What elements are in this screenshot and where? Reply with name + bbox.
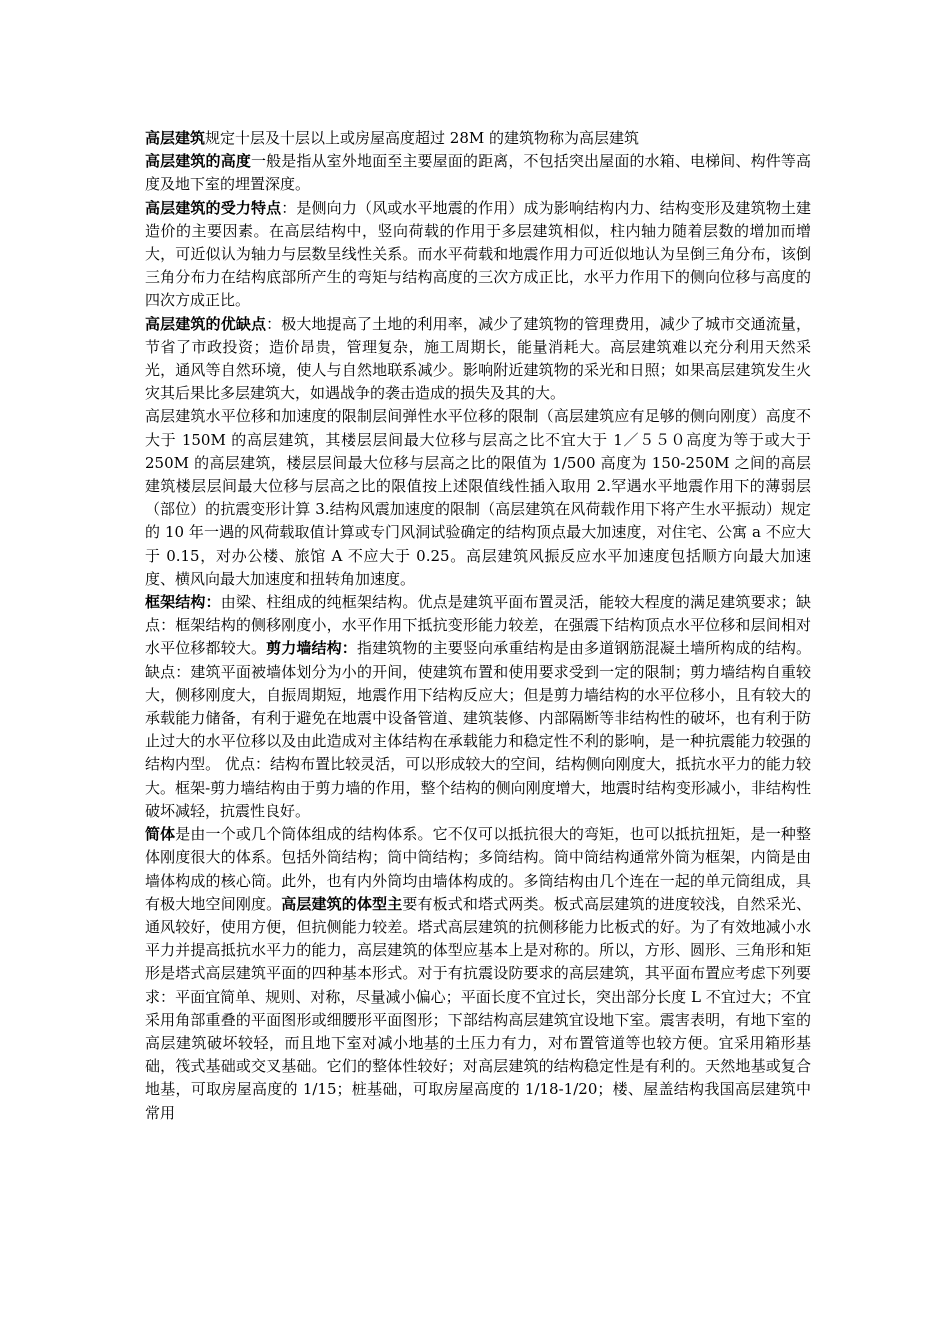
paragraph — [145, 127, 811, 150]
body-text: 是由一个或几个筒体组成的结构体系。它不仅可以抵抗很大的弯矩，也可以抵抗扭矩，是一种整体刚度很大的体系。包括外筒结构；筒中筒结构；多筒结构。筒中筒结构通常外筒为框架，内筒是由墙体构成的核心筒。此外，也有内外筒均由墙体构成的。多筒结构由几个连在一起的单元筒组成，具有极大地空间刚度。 — [145, 825, 811, 913]
paragraph — [145, 197, 811, 313]
term-heading: 剪力墙结构： — [266, 639, 357, 658]
document-body — [145, 127, 811, 1125]
paragraph — [145, 591, 811, 823]
term-heading: 框架结构： — [145, 593, 221, 612]
body-text: 要有板式和塔式两类。板式高层建筑的进度较浅，自然采光、通风较好，使用方便，但抗侧能力较差。塔式高层建筑的抗侧移能力比板式的好。为了有效地减小水平力并提高抵抗水平力的能力，高层建筑的体型应基本上是对称的。所以，方形、圆形、三角形和矩形是塔式高层建筑平面的四种基本形式。对于有抗震设防要求的高层建筑，其平面布置应考虑下列要求：平面宜简单、规则、对称，尽量减小偏心；平面长度不宜过长，突出部分长度 L 不宜过大；不宜采用角部重叠的平面图形或细腰形平面图形；下部结构高层建筑宜设地下室。震害表明，有地下室的高层建筑破坏较轻，而且地下室对减小地基的土压力有力，对布置管道等也较方便。宜采用箱形基础，筏式基础或交叉基础。它们的整体性较好；对高层建筑的结构稳定性是有利的。天然地基或复合地基，可取房屋高度的 1/15；桩基础，可取房屋高度的 1/18-1/20；楼、屋盖结构我国高层建筑中常用 — [145, 894, 811, 1122]
paragraph — [145, 313, 811, 406]
body-text: 高层建筑水平位移和加速度的限制层间弹性水平位移的限制（高层建筑应有足够的侧向刚度）高度不大于 150M 的高层建筑，其楼层层间最大位移与层高之比不宜大于 1／５５０高度为等于或大于 250M 的高层建筑，楼层层间最大位移与层高之比的限值为 1/500 高度为 150-250M 之间的高层建筑楼层层间最大位移与层高之比的限值按上述限值线性插入取用 2.罕遇水平地震作用下的薄弱层（部位）的抗震变形计算 3.结构风震加速度的限制（高层建筑在风荷载作用下将产生水平振动）规定的 10 年一遇的风荷载取值计算或专门风洞试验确定的结构顶点最大加速度，对住宅、公寓 a 不应大于 0.15，对办公楼、旅馆 A 不应大于 0.25。高层建筑风振反应水平加速度包括顺方向最大加速度、横风向最大加速度和扭转角加速度。 — [145, 407, 811, 588]
body-text: ：极大地提高了土地的利用率，减少了建筑物的管理费用，减少了城市交通流量，节省了市政投资；造价昂贵，管理复杂，施工周期长，能量消耗大。高层建筑难以充分利用天然采光，通风等自然环境，使人与自然地联系减少。影响附近建筑物的采光和日照；如果高层建筑发生火灾其后果比多层建筑大，如遇战争的袭击造成的损失及其的大。 — [145, 314, 811, 403]
paragraph — [145, 823, 811, 1125]
paragraph — [145, 150, 811, 196]
term-heading: 简体 — [145, 825, 176, 844]
term-heading: 高层建筑的优缺点 — [145, 314, 267, 333]
body-text: ：是侧向力（风或水平地震的作用）成为影响结构内力、结构变形及建筑物土建造价的主要因素。在高层结构中，竖向荷载的作用于多层建筑相似，柱内轴力随着层数的增加而增大，可近似认为轴力与层数呈线性关系。而水平荷载和地震作用力可近似地认为呈倒三角分布，该倒三角分布力在结构底部所产生的弯矩与结构高度的三次方成正比，水平力作用下的侧向位移与高度的四次方成正比。 — [145, 198, 811, 310]
term-heading: 高层建筑的高度 — [145, 152, 251, 171]
term-heading: 高层建筑的体型主 — [281, 894, 403, 913]
paragraph — [145, 405, 811, 591]
body-text: 一般是指从室外地面至主要屋面的距离，不包括突出屋面的水箱、电梯间、构件等高度及地下室的埋置深度。 — [145, 152, 811, 194]
term-heading: 高层建筑 — [145, 129, 206, 147]
body-text: 规定十层及十层以上或房屋高度超过 28M 的建筑物称为高层建筑 — [205, 129, 640, 147]
term-heading: 高层建筑的受力特点 — [145, 198, 282, 217]
body-text: 指建筑物的主要竖向承重结构是由多道钢筋混凝土墙所构成的结构。缺点：建筑平面被墙体划分为小的开间，使建筑布置和使用要求受到一定的限制；剪力墙结构自重较大，侧移刚度大，自振周期短，地震作用下结构反应大；但是剪力墙结构的水平位移小，且有较大的承载能力储备，有利于避免在地震中设备管道、建筑装修、内部隔断等非结构性的破坏，也有利于防止过大的水平位移以及由此造成对主体结构在承载能力和稳定性不利的影响，是一种抗震能力较强的结构内型。 优点：结构布置比较灵活，可以形成较大的空间，结构侧向刚度大，抵抗水平力的能力较大。框架-剪力墙结构由于剪力墙的作用，整个结构的侧向刚度增大，地震时结构变形减小，非结构性破坏减轻，抗震性良好。 — [145, 639, 811, 820]
body-text: 由梁、柱组成的纯框架结构。优点是建筑平面布置灵活，能较大程度的满足建筑要求；缺点：框架结构的侧移刚度小，水平作用下抵抗变形能力较差，在强震下结构顶点水平位移和层间相对水平位移都较大。 — [145, 593, 811, 658]
